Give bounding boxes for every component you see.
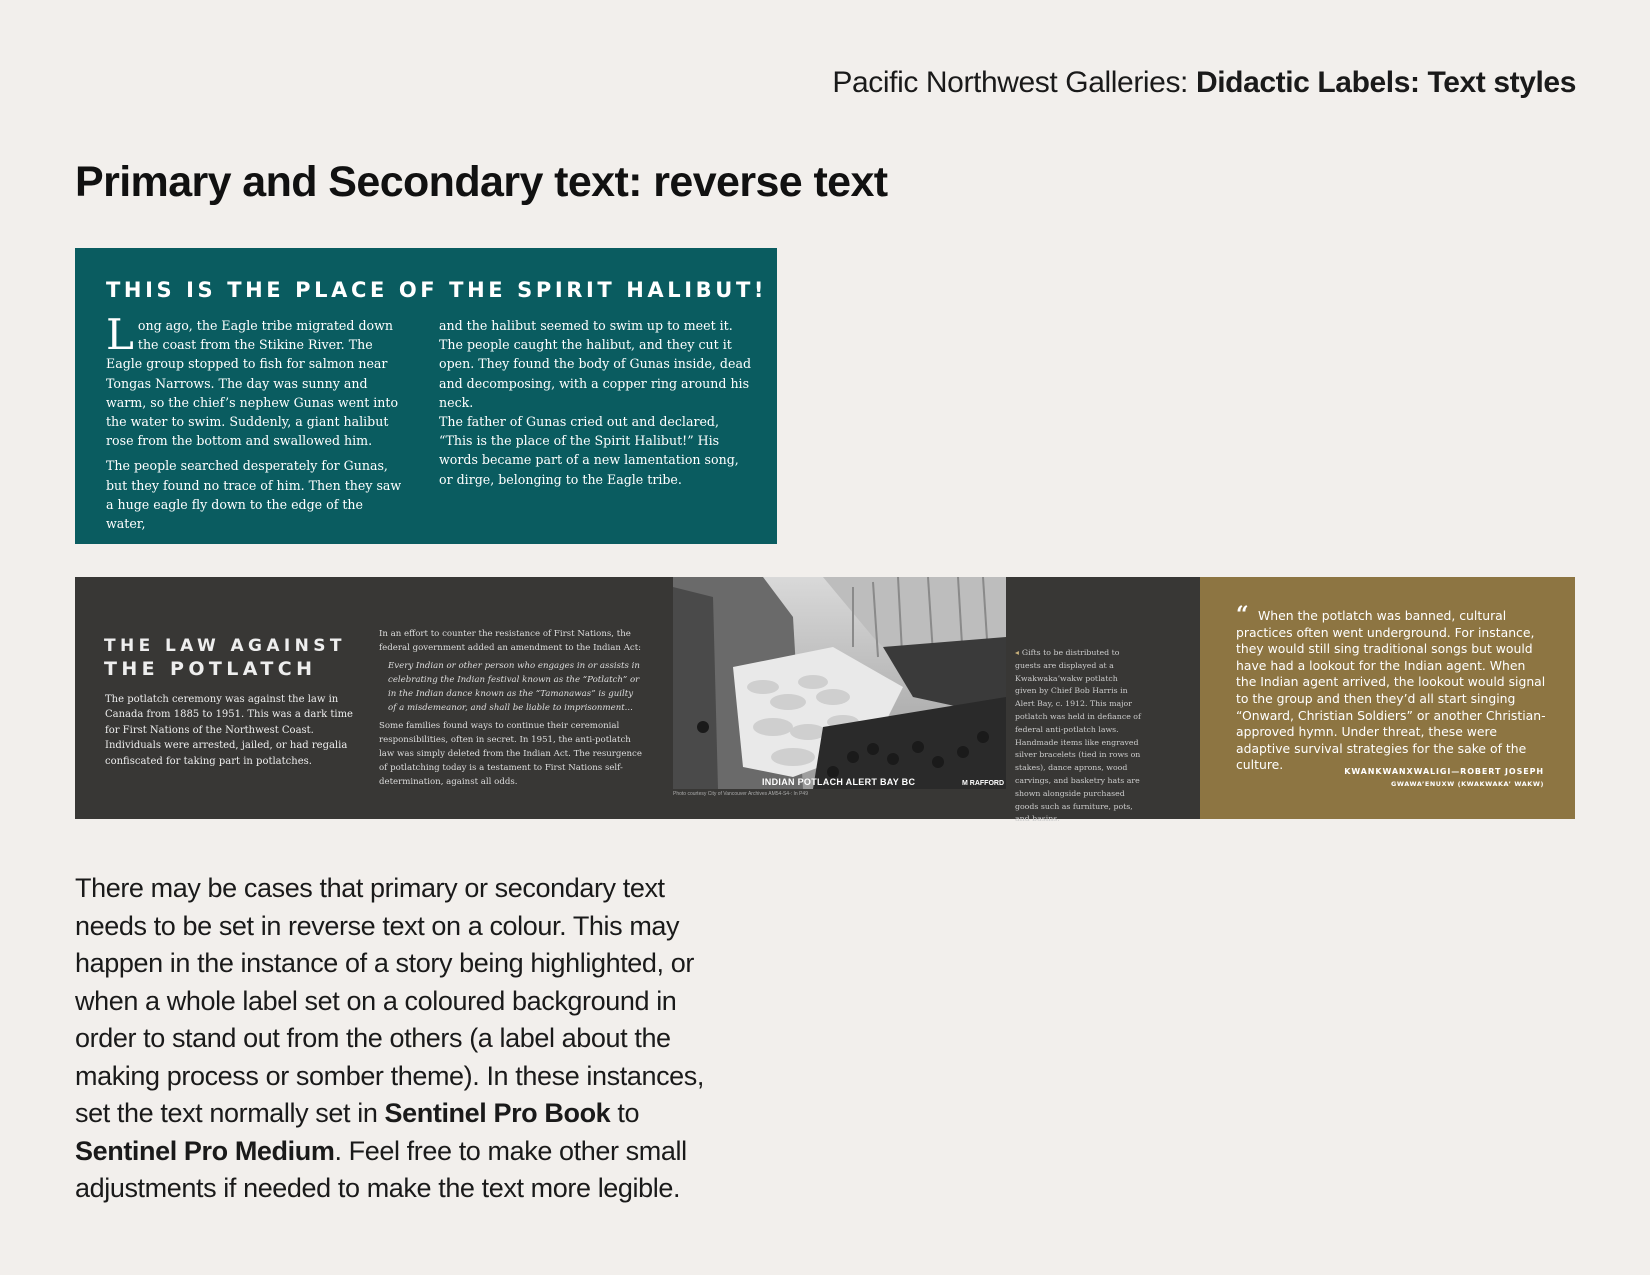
description-text-1: There may be cases that primary or secondary text needs to be set in reverse text on a colour. This may happen in the instance of a story being highlighted, or when a whole label set on a coloured background in order to stand out from the others (a label about the making process or somber theme). In these instances, set the text normally set in (75, 873, 704, 1128)
description-paragraph (75, 870, 725, 1208)
header-section: Didactic Labels: Text styles (1195, 66, 1576, 99)
description-text-2: to (610, 1098, 640, 1128)
font-name-book: Sentinel Pro Book (384, 1098, 611, 1128)
page-header (832, 66, 1576, 100)
photo-caption: INDIAN POTLACH ALERT BAY BC (762, 777, 916, 787)
drop-cap: L (106, 310, 134, 359)
font-name-medium: Sentinel Pro Medium (75, 1135, 335, 1166)
quote-attribution-name: KWANKWANXWALIGI—ROBERT JOSEPH (1344, 767, 1544, 776)
photo-side-caption-text: Gifts to be distributed to guests are displayed at a Kwakwaka’wakw potlatch given by Chief Bob Harris in Alert Bay, c. 1912. This major potlatch was held in defiance of federal anti-potlatch laws. Handmade items like engraved silver bracelets (tied in rows on stakes), dance aprons, wood carvings, and basketry hats are shown alongside purchased goods such as furniture, pots, and basins. (1015, 648, 1141, 824)
potlatch-intro: The potlatch ceremony was against the law in Canada from 1885 to 1951. This was a dark time for First Nations of the Northwest Coast. Individuals were arrested, jailed, or had regalia confiscated for taking part in potlatches. (105, 694, 353, 767)
teal-paragraph-3: and the halibut seemed to swim up to meet it. The people caught the halibut, and they cut it open. They found the body of Gunas inside, dead and decomposing, with a copper ring around his neck. (439, 318, 752, 410)
potlatch-title-line-1: THE LAW AGAINST (104, 636, 346, 656)
potlatch-body-paragraph-2: Some families found ways to continue their ceremonial responsibilities, often in secret. In 1951, the anti-potlatch law was simply deleted from the Indian Act. The resurgence of potlatching today is a testament to First Nations self-determination, against all odds. (379, 721, 642, 787)
potlatch-title (104, 635, 346, 681)
photo-side-caption (1015, 647, 1141, 826)
potlatch-photo (673, 577, 1006, 789)
teal-label-column-2 (439, 316, 751, 489)
teal-paragraph-1 (106, 310, 406, 450)
potlatch-body-paragraph-1: In an effort to counter the resistance of First Nations, the federal government added an amendment to the Indian Act: (379, 629, 642, 653)
quote-panel (1200, 577, 1575, 819)
teal-label-panel (75, 248, 777, 544)
description-text-3: . Feel free to make other small adjustments if needed to make the text more legible. (75, 1135, 687, 1203)
teal-paragraph-4: The father of Gunas cried out and declared, “This is the place of the Spirit Halibut!” His words became part of a new lamentation song, or dirge, belonging to the Eagle tribe. (439, 414, 739, 487)
header-prefix: Pacific Northwest Galleries: (832, 66, 1196, 99)
page-title: Primary and Secondary text: reverse text (75, 158, 888, 206)
quote-mark-icon: “ (1236, 602, 1249, 628)
indian-act-quote: Every Indian or other person who engages in or assists in celebrating the Indian festival known as the “Potlatch” or in the Indian dance known as the “Tamanawas” is guilty of a misdemeanor, and shall be liable to imprisonment... (388, 661, 640, 713)
caption-arrow-icon: ◂ (1015, 648, 1019, 657)
potlatch-label-panel (75, 577, 1575, 824)
potlatch-body (379, 627, 643, 789)
teal-paragraph-1-text: ong ago, the Eagle tribe migrated down the coast from the Stikine River. The Eagle group stopped to fish for salmon near Tongas Narrows. The day was sunny and warm, so the chief’s nephew Gunas went into the water to swim. Suddenly, a giant halibut rose from the bottom and swallowed him. (106, 318, 399, 449)
quote-text: When the potlatch was banned, cultural practices often went underground. For instance, they would still sing traditional songs but would have had a lookout for the Indian agent. When the Indian agent arrived, the lookout would signal to the group and then they’d all start singing “Onward, Christian Soldiers” or another Christian-approved hymn. Under threat, these were adaptive survival strategies for the sake of the culture. (1236, 608, 1546, 773)
potlatch-title-line-2: THE POTLATCH (104, 658, 317, 680)
photographer-mark: M RAFFORD (962, 780, 1004, 787)
teal-paragraph-2: The people searched desperately for Gunas, but they found no trace of him. Then they saw a huge eagle fly down to the edge of the water, (106, 458, 402, 532)
quote-attribution-nation: GWAWA’ENUXW (KWAKWAKA’ WAKW) (1391, 780, 1544, 788)
potlatch-photo-image (673, 577, 1006, 789)
photo-credit: Photo courtesy City of Vancouver Archives AM54-S4-: In P49 (673, 791, 808, 797)
teal-label-column-1 (106, 310, 406, 533)
teal-label-title: THIS IS THE PLACE OF THE SPIRIT HALIBUT! (106, 278, 768, 302)
